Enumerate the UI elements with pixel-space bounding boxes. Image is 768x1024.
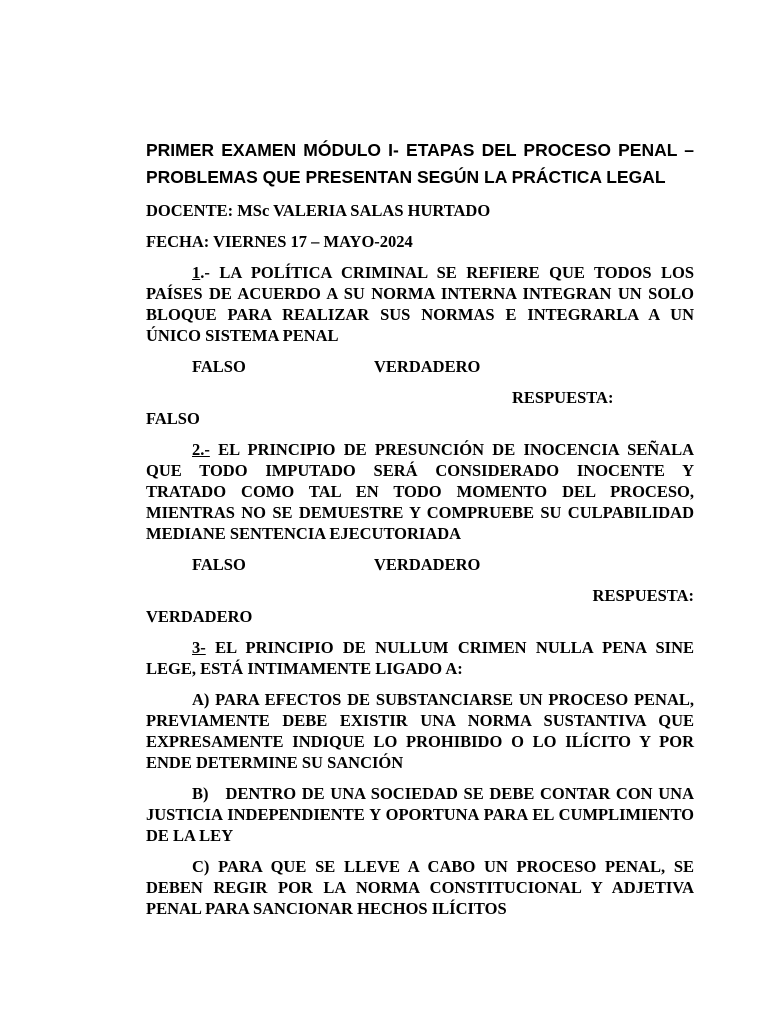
question-1-option-true: VERDADERO xyxy=(374,357,481,376)
question-2-answer-label: RESPUESTA: xyxy=(592,586,694,605)
exam-title: PRIMER EXAMEN MÓDULO I- ETAPAS DEL PROCESO PENAL – PROBLEMAS QUE PRESENTAN SEGÚN LA PRÁCTICA LEGAL xyxy=(146,140,694,187)
question-2-option-false: FALSO xyxy=(192,555,246,574)
question-2-number: 2.- xyxy=(192,440,210,459)
question-1-option-false: FALSO xyxy=(192,357,246,376)
question-2-answer xyxy=(146,585,694,627)
question-3-option-c: C) PARA QUE SE LLEVE A CABO UN PROCESO PENAL, SE DEBEN REGIR POR LA NORMA CONSTITUCIONAL Y ADJETIVA PENAL PARA SANCIONAR HECHOS ILÍCITOS xyxy=(146,857,699,918)
question-2-answer-value: VERDADERO xyxy=(146,607,253,626)
question-1 xyxy=(146,262,694,346)
question-1-answer xyxy=(146,387,694,429)
question-3-option-a: A) PARA EFECTOS DE SUBSTANCIARSE UN PROCESO PENAL, PREVIAMENTE DEBE EXISTIR UNA NORMA SUSTANTIVA QUE EXPRESAMENTE INDIQUE LO PROHIBIDO O LO ILÍCITO Y POR ENDE DETERMINE SU SANCIÓN xyxy=(146,690,699,772)
question-1-answer-label: RESPUESTA: xyxy=(512,388,614,407)
exam-document xyxy=(146,137,699,929)
fecha-line: FECHA: VIERNES 17 – MAYO-2024 xyxy=(146,232,413,251)
question-3-text: EL PRINCIPIO DE NULLUM CRIMEN NULLA PENA SINE LEGE, ESTÁ INTIMAMENTE LIGADO A: xyxy=(146,638,694,678)
question-1-number: 1 xyxy=(192,263,201,282)
question-1-options xyxy=(146,356,694,377)
question-1-answer-value: FALSO xyxy=(146,409,200,428)
question-3 xyxy=(146,637,694,679)
question-1-text: .- LA POLÍTICA CRIMINAL SE REFIERE QUE TODOS LOS PAÍSES DE ACUERDO A SU NORMA INTERNA INTEGRAN UN SOLO BLOQUE PARA REALIZAR SUS NORMAS E INTEGRARLA A UN ÚNICO SISTEMA PENAL xyxy=(146,263,694,345)
question-2-text: EL PRINCIPIO DE PRESUNCIÓN DE INOCENCIA SEÑALA QUE TODO IMPUTADO SERÁ CONSIDERADO INOCENTE Y TRATADO COMO TAL EN TODO MOMENTO DEL PROCESO, MIENTRAS NO SE DEMUESTRE Y COMPRUEBE SU CULPABILIDAD MEDIANE SENTENCIA EJECUTORIADA xyxy=(146,440,694,543)
question-2-option-true: VERDADERO xyxy=(374,555,481,574)
question-2 xyxy=(146,439,694,544)
question-3-number: 3- xyxy=(192,638,206,657)
question-2-options xyxy=(146,554,694,575)
docente-line: DOCENTE: MSc VALERIA SALAS HURTADO xyxy=(146,201,491,220)
question-3-option-b: B) DENTRO DE UNA SOCIEDAD SE DEBE CONTAR CON UNA JUSTICIA INDEPENDIENTE Y OPORTUNA PARA EL CUMPLIMIENTO DE LA LEY xyxy=(146,784,699,845)
